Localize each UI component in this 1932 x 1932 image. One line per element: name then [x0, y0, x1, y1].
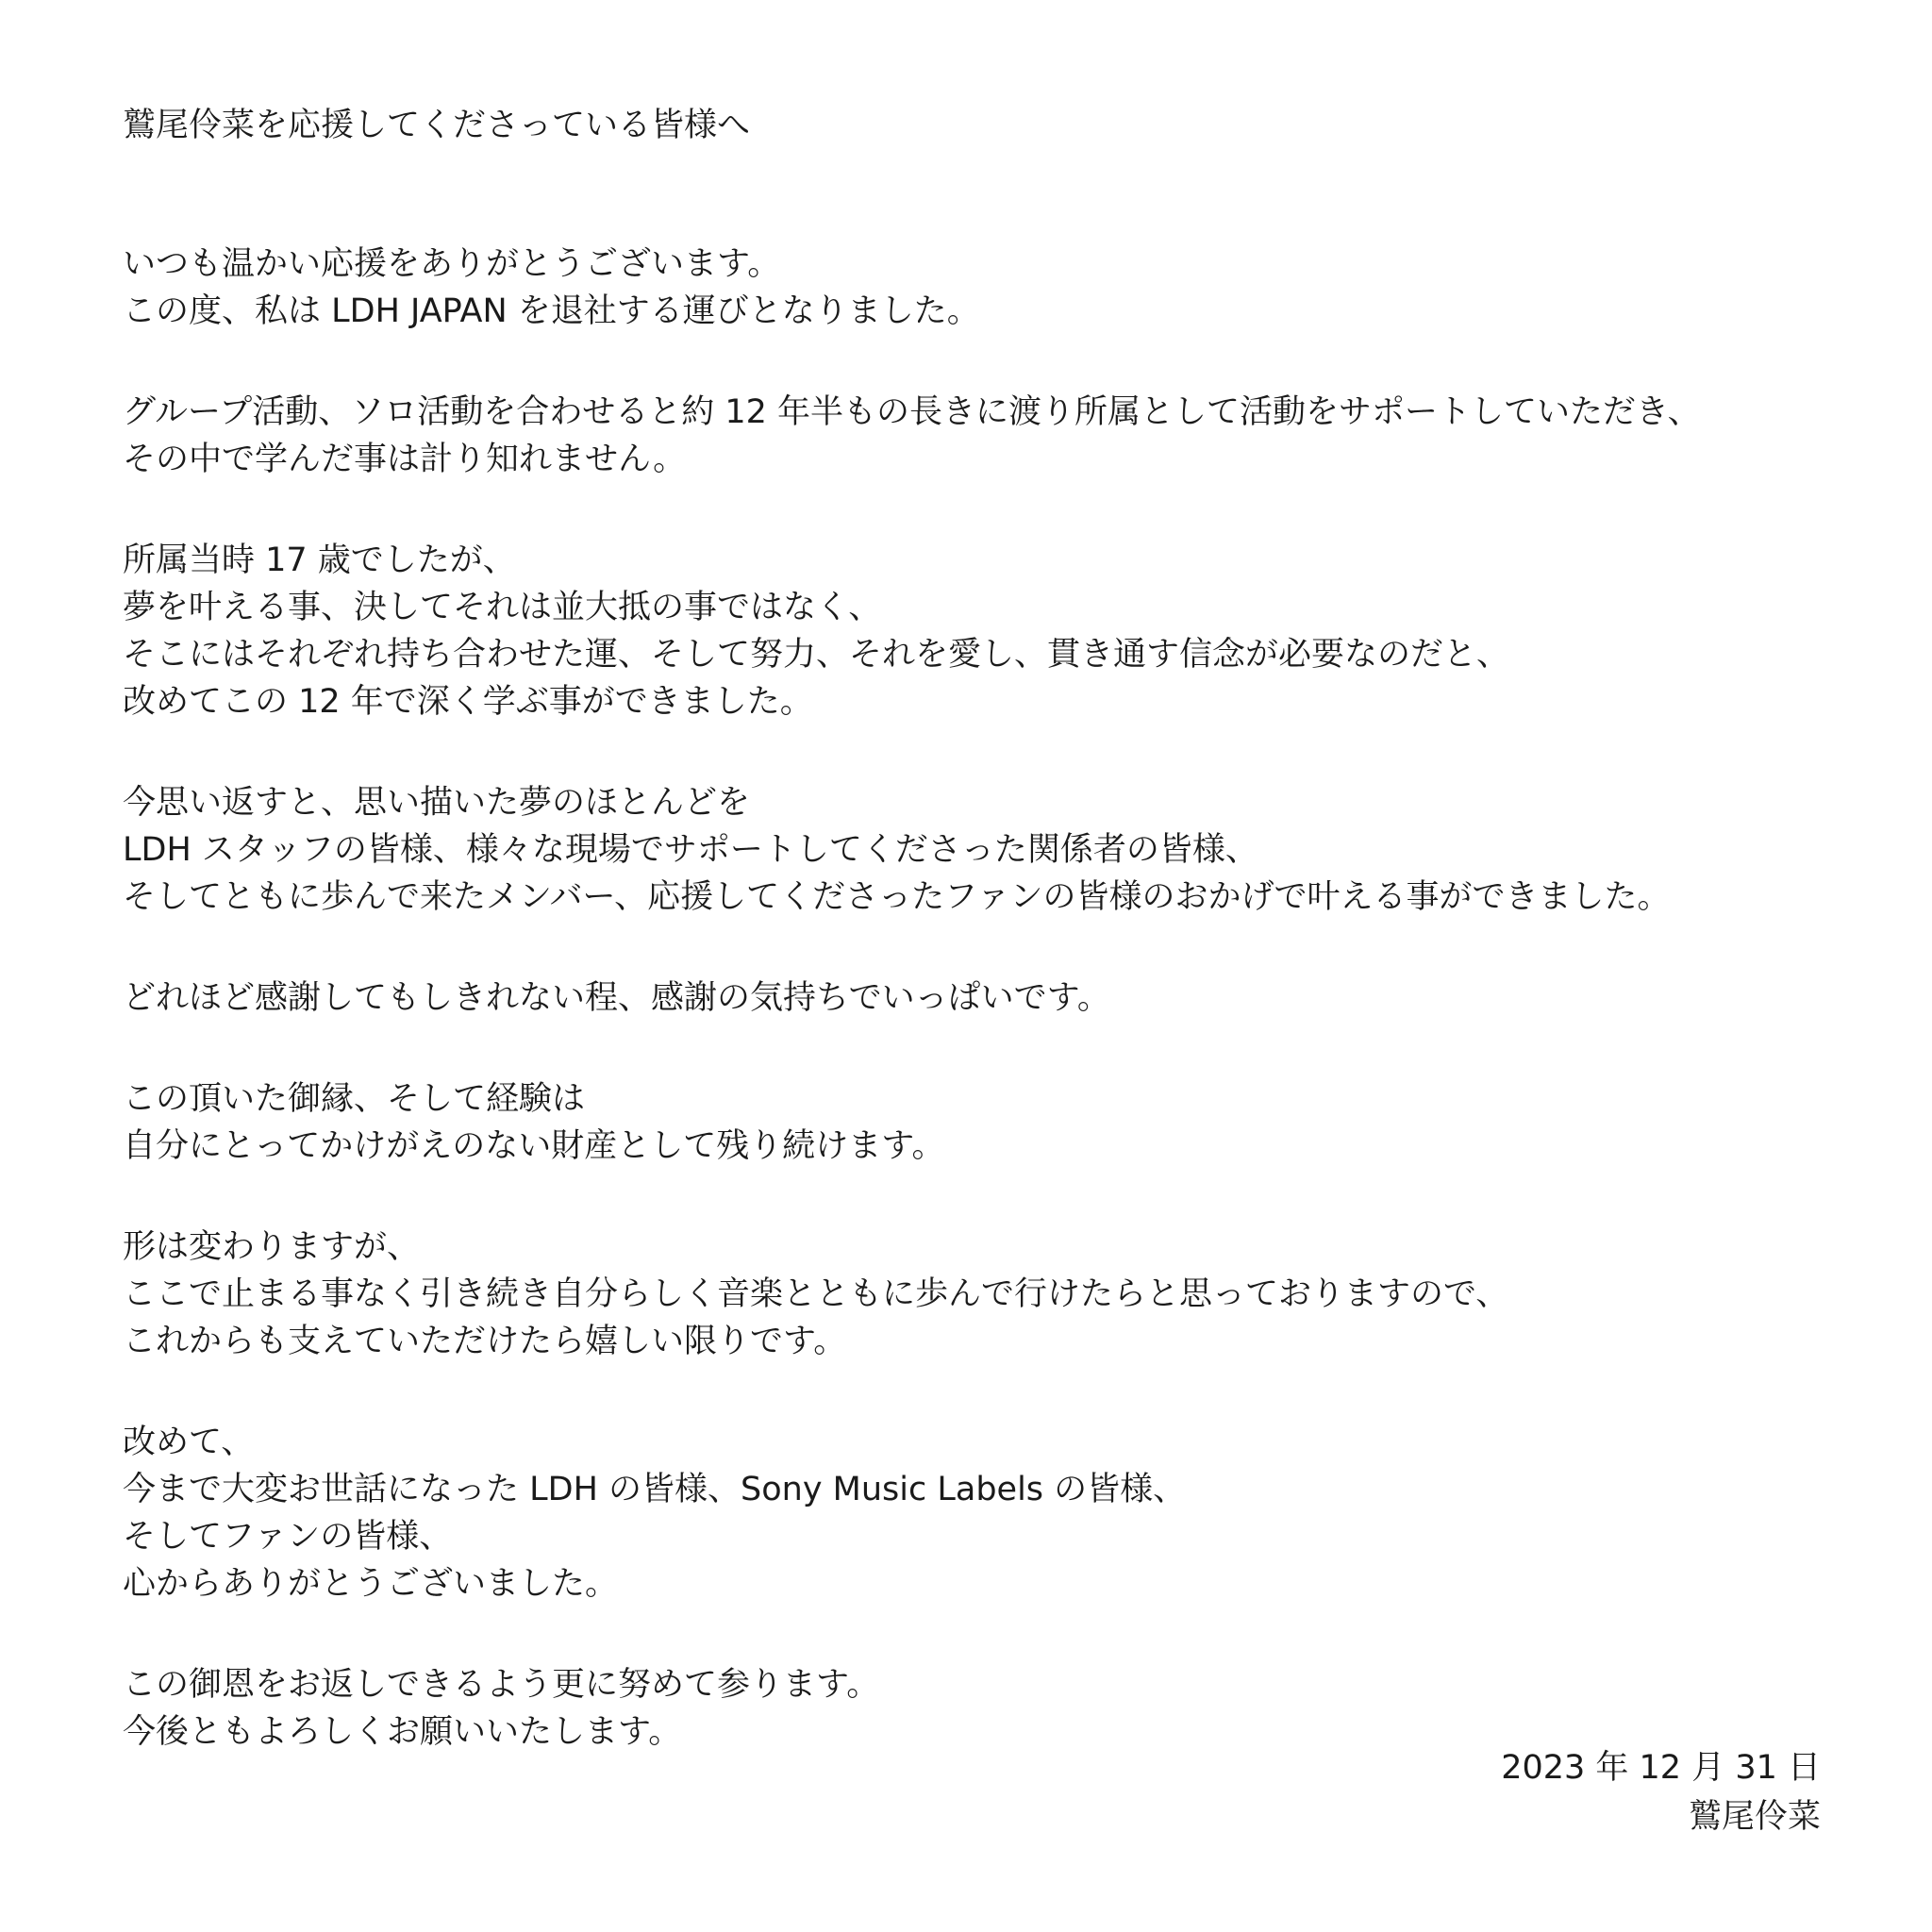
paragraph	[123, 1224, 1840, 1365]
text-line: そしてファンの皆様、	[123, 1518, 453, 1556]
paragraph	[123, 974, 1840, 1022]
text-line: この御恩をお返しできるよう更に努めて参ります。	[123, 1666, 880, 1704]
text-line: ここで止まる事なく引き続き自分らしく音楽とともに歩んで行けたらと思っておりますので、	[123, 1275, 1509, 1313]
text-line: 改めてこの 12 年で深く学ぶ事ができました。	[123, 683, 813, 721]
paragraph	[123, 389, 1840, 483]
text-line: 今思い返すと、思い描いた夢のほとんどを	[123, 784, 751, 822]
text-line: この度、私は LDH JAPAN を退社する運びとなりました。	[123, 292, 980, 330]
text-line: 自分にとってかけがえのない財産として残り続けます。	[123, 1127, 945, 1165]
paragraph	[123, 779, 1840, 921]
text-line: 夢を叶える事、決してそれは並大抵の事ではなく、	[123, 589, 882, 626]
text-line: これからも支えていただけたら嬉しい限りです。	[123, 1323, 847, 1360]
letter-date: 2023 年 12 月 31 日	[1501, 1749, 1821, 1787]
salutation: 鷲尾伶菜を応援してくださっている皆様へ	[123, 107, 751, 144]
text-line: そこにはそれぞれ持ち合わせた運、そして努力、それを愛し、貫き通す信念が必要なのだと、	[123, 636, 1510, 674]
paragraph	[123, 1661, 1840, 1756]
text-line: 所属当時 17 歳でしたが、	[123, 541, 516, 579]
letter-body	[123, 241, 1840, 1809]
text-line: 形は変わりますが、	[123, 1228, 421, 1266]
text-line: グループ活動、ソロ活動を合わせると約 12 年半もの長きに渡り所属として活動をサポートしていただき、	[123, 393, 1701, 431]
text-line: そしてともに歩んで来たメンバー、応援してくださったファンの皆様のおかげで叶える事ができました。	[123, 878, 1671, 916]
text-line: 心からありがとうございました。	[123, 1565, 619, 1603]
text-line: この頂いた御縁、そして経験は	[123, 1080, 586, 1118]
paragraph	[123, 1075, 1840, 1170]
text-line: 改めて、	[123, 1424, 255, 1461]
text-line: どれほど感謝してもしきれない程、感謝の気持ちでいっぱいです。	[123, 979, 1110, 1017]
paragraph	[123, 241, 1840, 335]
text-line: LDH スタッフの皆様、様々な現場でサポートしてくださった関係者の皆様、	[123, 831, 1258, 869]
paragraph	[123, 537, 1840, 725]
text-line: いつも温かい応援をありがとうございます。	[123, 245, 781, 283]
signature-name: 鷲尾伶菜	[1688, 1798, 1821, 1836]
text-line: その中で学んだ事は計り知れません。	[123, 441, 687, 478]
text-line: 今まで大変お世話になった LDH の皆様、Sony Music Labels の皆様、	[123, 1471, 1187, 1508]
paragraph	[123, 1419, 1840, 1607]
signature-block	[1501, 1743, 1821, 1841]
text-line: 今後ともよろしくお願いいたします。	[123, 1713, 682, 1751]
